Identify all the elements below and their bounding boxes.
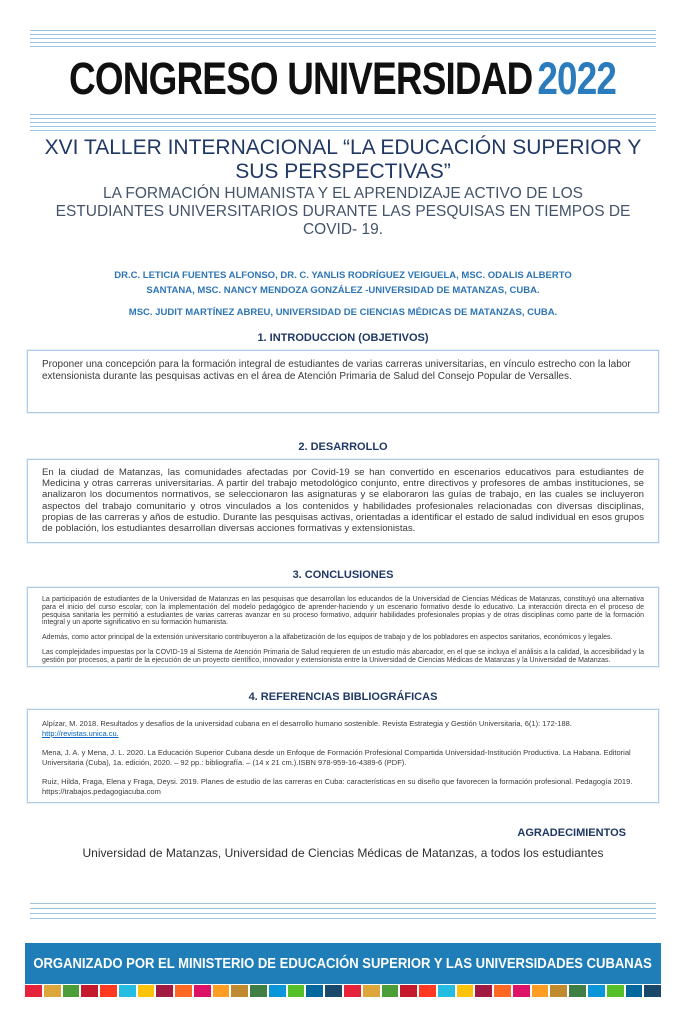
sdg-color-cell: [175, 985, 192, 997]
reference-1-text: Alpízar, M. 2018. Resultados y desafíos de la universidad cubana en el desarrollo humano sostenible. Revista Estrategia y Gestión Universitaria, 6(1): 172-188.: [42, 719, 572, 729]
authors-group-1: DR.C. LETICIA FUENTES ALFONSO, DR. C. YANLIS RODRÍGUEZ VEIGUELA, MSC. ODALIS ALBERTO SANTANA, MSC. NANCY MENDOZA GONZÁLEZ -UNIVERSIDAD DE MATANZAS, CUBA.: [114, 270, 572, 296]
sdg-color-cell: [325, 985, 342, 997]
heading-development: 2. DESARROLLO: [298, 440, 388, 453]
box-introduction: [27, 350, 659, 413]
sdg-color-cell: [306, 985, 323, 997]
ruled-lines-top: [30, 30, 656, 47]
reference-2-text: Mena, J. A. y Mena, J. L. 2020. La Educación Superior Cubana desde un Enfoque de Formación Profesional Compartida Universidad-Institución Productiva. La Habana. Editorial Universitaria (Cuba), 1a. edición, 2020. – 92 pp.: bibliografía. – (14 x 21 cm.).ISBN 978-959-16-4389-6 (PDF).: [42, 747, 631, 767]
sdg-color-cell: [532, 985, 549, 997]
heading-conclusions: 3. CONCLUSIONES: [292, 568, 394, 581]
conclusions-paragraph-3: Las complejidades impuestas por la COVID-19 al Sistema de Atención Primaria de Salud requieren de un estudio más abarcador, en el que se incluya el análisis a la calidad, la accesibilidad y la gestión por procesos, a partir de la ejecución de un proyecto científico, innovador y extensionista entre la Universidad de Ciencias Médicas de Matanzas y la Universidad de Matanzas.: [42, 649, 644, 664]
sdg-color-cell: [588, 985, 605, 997]
heading-references: 4. REFERENCIAS BIBLIOGRÁFICAS: [248, 691, 438, 703]
reference-item-3: [42, 777, 644, 797]
sdg-color-cell: [569, 985, 586, 997]
banner-title: [69, 55, 616, 102]
reference-3-text: Ruiz, Hilda, Fraga, Elena y Fraga, Deysi. 2019. Planes de estudio de las carreras en Cuba: características en su diseño que favorecen la formación profesional. Pedagogía 2019.: [42, 776, 633, 786]
banner: [0, 55, 686, 102]
sdg-color-cell: [81, 985, 98, 997]
sdg-color-cell: [63, 985, 80, 997]
ruled-lines-mid: [30, 114, 656, 131]
sdg-color-cell: [100, 985, 117, 997]
sdg-color-cell: [363, 985, 380, 997]
development-body: En la ciudad de Matanzas, las comunidades afectadas por Covid-19 se han convertido en escenarios educativos para estudiantes de Medicina y otras carreras universitarias. A partir del trabajo metodológico conjunto, entre directivos y profesores de ambas instituciones, se analizaron los documentos normativos, se seleccionaron las asignaturas y se elaboraron las guías de trabajo, en las cuales se incluyeron aspectos del trabajo comunitario y otros vinculados a los contenidos y habilidades profesionales relacionadas con diversas disciplinas, propias de las carreras y años de estudio. Durante las pesquisas activas, orientadas a identificar el estado de salud individual en esos grupos de población, los estudiantes desarrollan diversas acciones formativas y extensionistas.: [42, 466, 644, 534]
sdg-color-cell: [494, 985, 511, 997]
sdg-color-cell: [438, 985, 455, 997]
sdg-color-cell: [607, 985, 624, 997]
sdg-color-cell: [550, 985, 567, 997]
sdg-color-cell: [119, 985, 136, 997]
sdg-color-cell: [269, 985, 286, 997]
heading-acknowledgements: AGRADECIMIENTOS: [517, 827, 626, 840]
sdg-color-cell: [156, 985, 173, 997]
acknowledgements-body: Universidad de Matanzas, Universidad de Ciencias Médicas de Matanzas, a todos los estudiantes: [82, 846, 604, 861]
reference-item-2: [42, 748, 644, 768]
sdg-color-cell: [419, 985, 436, 997]
sdg-color-cell: [344, 985, 361, 997]
sdg-color-cell: [513, 985, 530, 997]
sdg-color-cell: [213, 985, 230, 997]
authors-group-2: MSC. JUDIT MARTÍNEZ ABREU, UNIVERSIDAD DE CIENCIAS MÉDICAS DE MATANZAS, CUBA.: [128, 307, 558, 319]
footer-organizer-text: ORGANIZADO POR EL MINISTERIO DE EDUCACIÓN SUPERIOR Y LAS UNIVERSIDADES CUBANAS: [33, 955, 653, 972]
ruled-lines-bottom: [30, 903, 656, 923]
box-references: [27, 709, 659, 803]
event-title: XVI TALLER INTERNACIONAL “LA EDUCACIÓN SUPERIOR Y SUS PERSPECTIVAS”: [44, 136, 642, 184]
conclusions-paragraph-2: Además, como actor principal de la extensión universitario contribuyeron a la alfabetización de los equipos de trabajo y de los pobladores en aspectos sanitarios, económicos y legales.: [42, 634, 613, 642]
sdg-color-cell: [250, 985, 267, 997]
event-subtitle: LA FORMACIÓN HUMANISTA Y EL APRENDIZAJE ACTIVO DE LOS ESTUDIANTES UNIVERSITARIOS DURANTE LAS PESQUISAS EN TIEMPOS DE COVID- 19.: [55, 185, 631, 239]
sdg-strip: [25, 985, 661, 997]
sdg-color-cell: [194, 985, 211, 997]
sdg-color-cell: [231, 985, 248, 997]
sdg-color-cell: [400, 985, 417, 997]
sdg-color-cell: [138, 985, 155, 997]
sdg-color-cell: [457, 985, 474, 997]
sdg-color-cell: [288, 985, 305, 997]
footer-organizer-bar: [25, 943, 661, 984]
banner-year: 2022: [537, 53, 617, 104]
sdg-color-cell: [25, 985, 42, 997]
box-conclusions: [27, 587, 659, 667]
sdg-color-cell: [475, 985, 492, 997]
sdg-color-cell: [626, 985, 643, 997]
sdg-color-cell: [382, 985, 399, 997]
sdg-color-cell: [644, 985, 661, 997]
heading-introduction: 1. INTRODUCCION (OBJETIVOS): [257, 331, 429, 344]
reference-item-1: [42, 719, 644, 739]
sdg-color-cell: [44, 985, 61, 997]
banner-title-text: CONGRESO UNIVERSIDAD: [69, 53, 533, 104]
reference-1-link[interactable]: http://revistas.unica.cu.: [42, 728, 119, 738]
conclusions-paragraph-1: La participación de estudiantes de la Universidad de Matanzas en las pesquisas que desarrollan los educandos de la Universidad de Ciencias Médicas de Matanzas, constituyó una alternativa para el inicio del curso escolar, con la implementación del modelo pedagógico de aprender-haciendo y un escenario formativo desde lo educativo. La interacción directa en el proceso de pesquisa sanitaria les permitió a estudiantes de varias carreras avanzar en su proceso formativo, adquirir habilidades profesionales propias y de otras disciplinas como parte de la formación integral y un aporte significativo en su formación humanista.: [42, 596, 644, 627]
box-development: [27, 459, 659, 543]
reference-3-url: https://trabajos.pedagogiacuba.com: [42, 786, 161, 796]
introduction-body: Proponer una concepción para la formación integral de estudiantes de varias carreras universitarias, en vínculo estrecho con la labor extensionista durante las pesquisas activas en el área de Atención Primaria de Salud del Consejo Popular de Versalles.: [42, 358, 631, 382]
